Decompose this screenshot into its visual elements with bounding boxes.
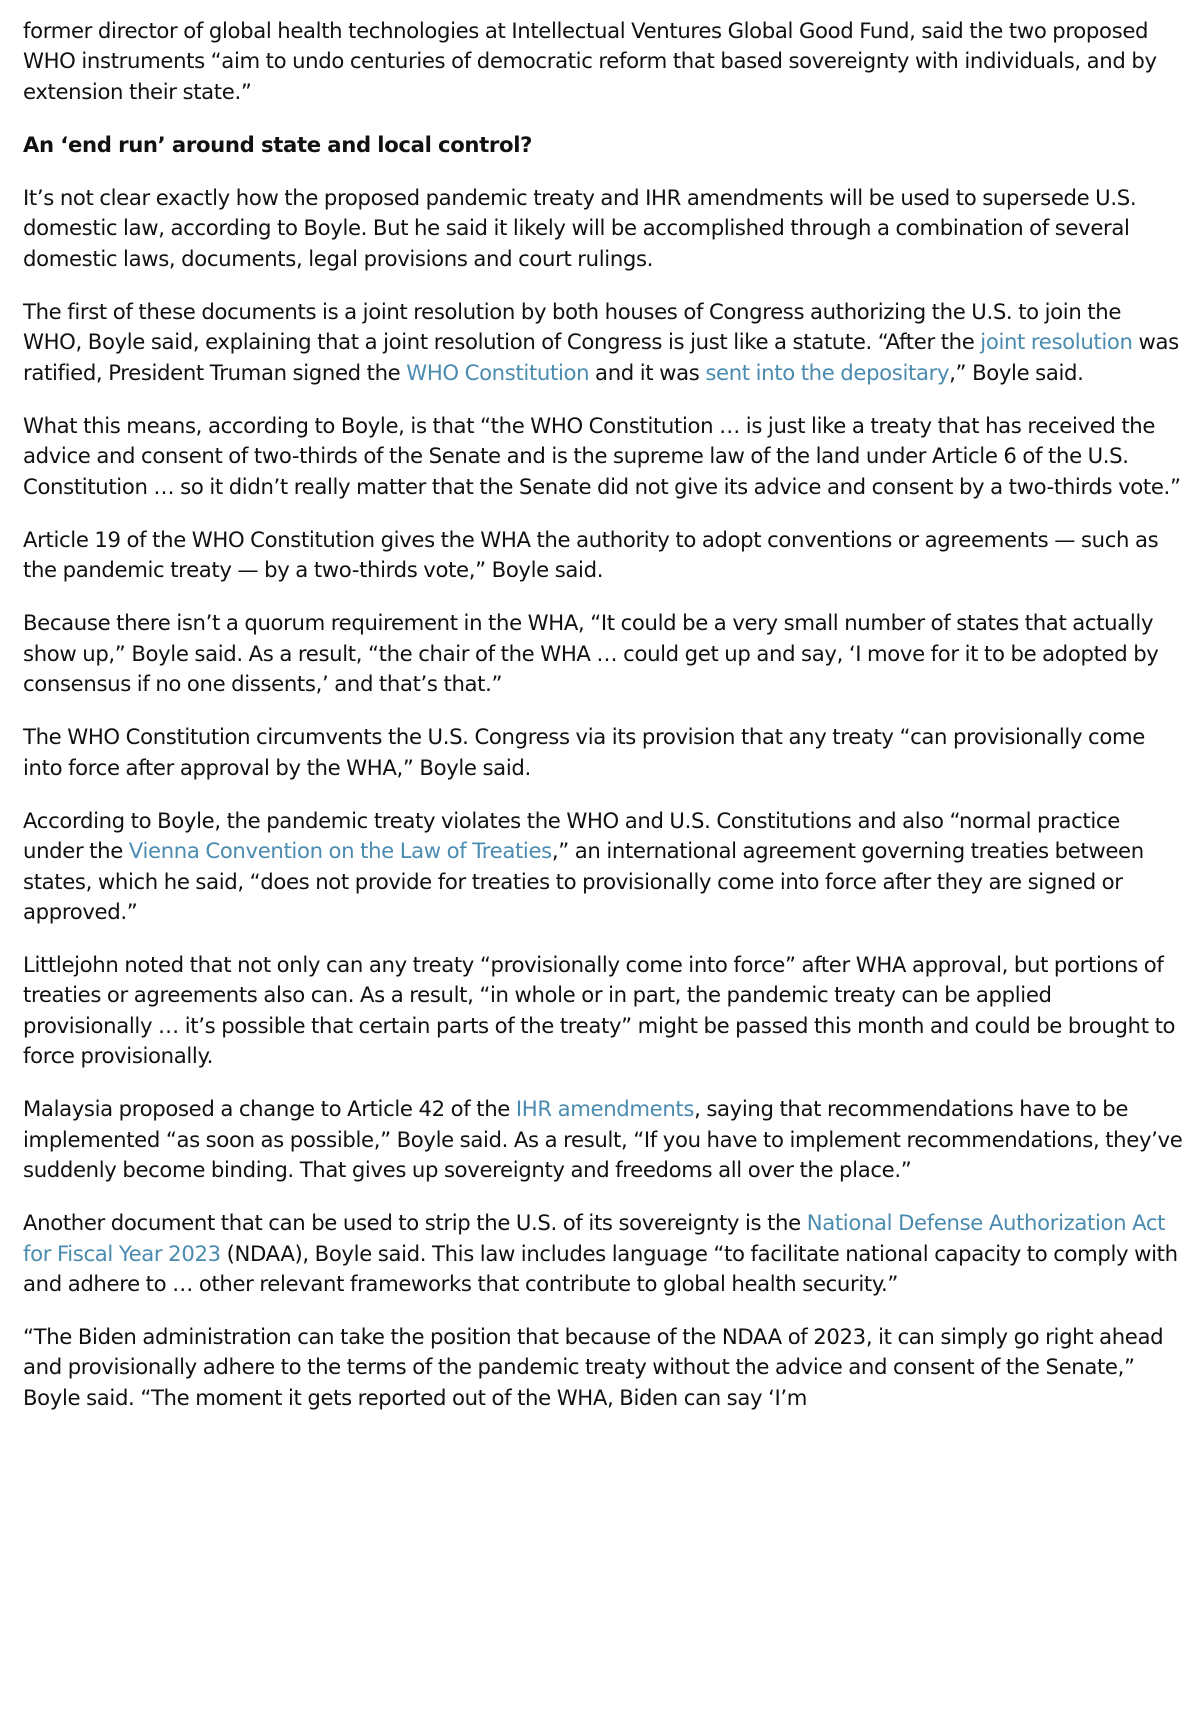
article-body [23,16,1183,1436]
text-segment: Malaysia proposed a change to Article 42 of the [23,1096,516,1122]
link-ndaa-2023[interactable]: National Defense Authorization Act for Fiscal Year 2023 [23,1210,1166,1266]
link-ihr-amendments[interactable]: IHR amendments [515,1096,695,1122]
paragraph-article-19: Article 19 of the WHO Constitution gives the WHA the authority to adopt conventions or agreements — such as the pandemic treaty — by a two-thirds vote,” Boyle said. [23,526,1159,583]
paragraph-domestic-law: It’s not clear exactly how the proposed pandemic treaty and IHR amendments will be used to supersede U.S. domestic law, according to Boyle. But he said it likely will be accomplished through a combination of several domestic laws, documents, legal provisions and court rulings. [23,185,1137,271]
paragraph-vienna-convention [23,806,1183,927]
text-segment: ,” Boyle said. [949,359,1084,385]
paragraph-malaysia [23,1094,1183,1185]
text-segment: and it was [589,359,706,385]
link-sent-into-depositary[interactable]: sent into the depositary [705,359,950,385]
paragraph-biden-administration: “The Biden administration can take the position that because of the NDAA of 2023, it can simply go right ahead and provisionally adhere to the terms of the pandemic treaty without the advice and consent of the Senate,” Boyle said. “The moment it gets reported out of the WHA, Biden can say ‘I’m [23,1324,1164,1410]
text-segment: was ratified, President Truman signed the [23,329,1179,385]
text-segment: (NDAA), Boyle said. This law includes language “to facilitate national capacity to comply with and adhere to … other relevant frameworks that contribute to global health security.” [23,1240,1178,1296]
text-segment: , saying that recommendations have to be implemented “as soon as possible,” Boyle said. As a result, “If you have to implement recommendations, they’ve suddenly become binding. That gives up sovereignty and freedoms all over the place.” [23,1096,1183,1182]
text-segment: Another document that can be used to strip the U.S. of its sovereignty is the [23,1210,807,1236]
paragraph-meaning: What this means, according to Boyle, is that “the WHO Constitution … is just like a treaty that has received the advice and consent of two-thirds of the Senate and is the supreme law of the land under Article 6 of the U.S. Constitution … so it didn’t really matter that the Senate did not give its advice and consent by a two-thirds vote.” [23,412,1181,499]
section-heading: An ‘end run’ around state and local control? [23,131,533,157]
text-segment: The first of these documents is a joint resolution by both houses of Congress authorizing the U.S. to join the WHO, Boyle said, explaining that a joint resolution of Congress is just like a statute. “After the [23,299,1122,355]
paragraph-ndaa [23,1208,1183,1299]
paragraph-intro-quote: former director of global health technologies at Intellectual Ventures Global Good Fund, said the two proposed WHO instruments “aim to undo centuries of democratic reform that based sovereignty with individuals, and by extension their state.” [23,18,1157,104]
paragraph-littlejohn: Littlejohn noted that not only can any treaty “provisionally come into force” after WHA approval, but portions of treaties or agreements also can. As a result, “in whole or in part, the pandemic treaty can be applied provisionally … it’s possible that certain parts of the treaty” might be passed this month and could be brought to force provisionally. [23,952,1176,1069]
paragraph-circumvents-congress: The WHO Constitution circumvents the U.S. Congress via its provision that any treaty “can provisionally come into force after approval by the WHA,” Boyle said. [23,724,1145,780]
paragraph-joint-resolution [23,297,1183,388]
link-who-constitution[interactable]: WHO Constitution [406,359,590,385]
text-segment: ,” an international agreement governing treaties between states, which he said, “does not provide for treaties to provisionally come into force after they are signed or approved.” [23,838,1144,924]
link-vienna-convention[interactable]: Vienna Convention on the Law of Treaties [128,838,552,864]
link-joint-resolution[interactable]: joint resolution [980,329,1133,355]
paragraph-quorum: Because there isn’t a quorum requirement in the WHA, “It could be a very small number of states that actually show up,” Boyle said. As a result, “the chair of the WHA … could get up and say, ‘I move for it to be adopted by consensus if no one dissents,’ and that’s that.” [23,610,1159,697]
text-segment: According to Boyle, the pandemic treaty violates the WHO and U.S. Constitutions and also “normal practice under the [23,807,1120,864]
